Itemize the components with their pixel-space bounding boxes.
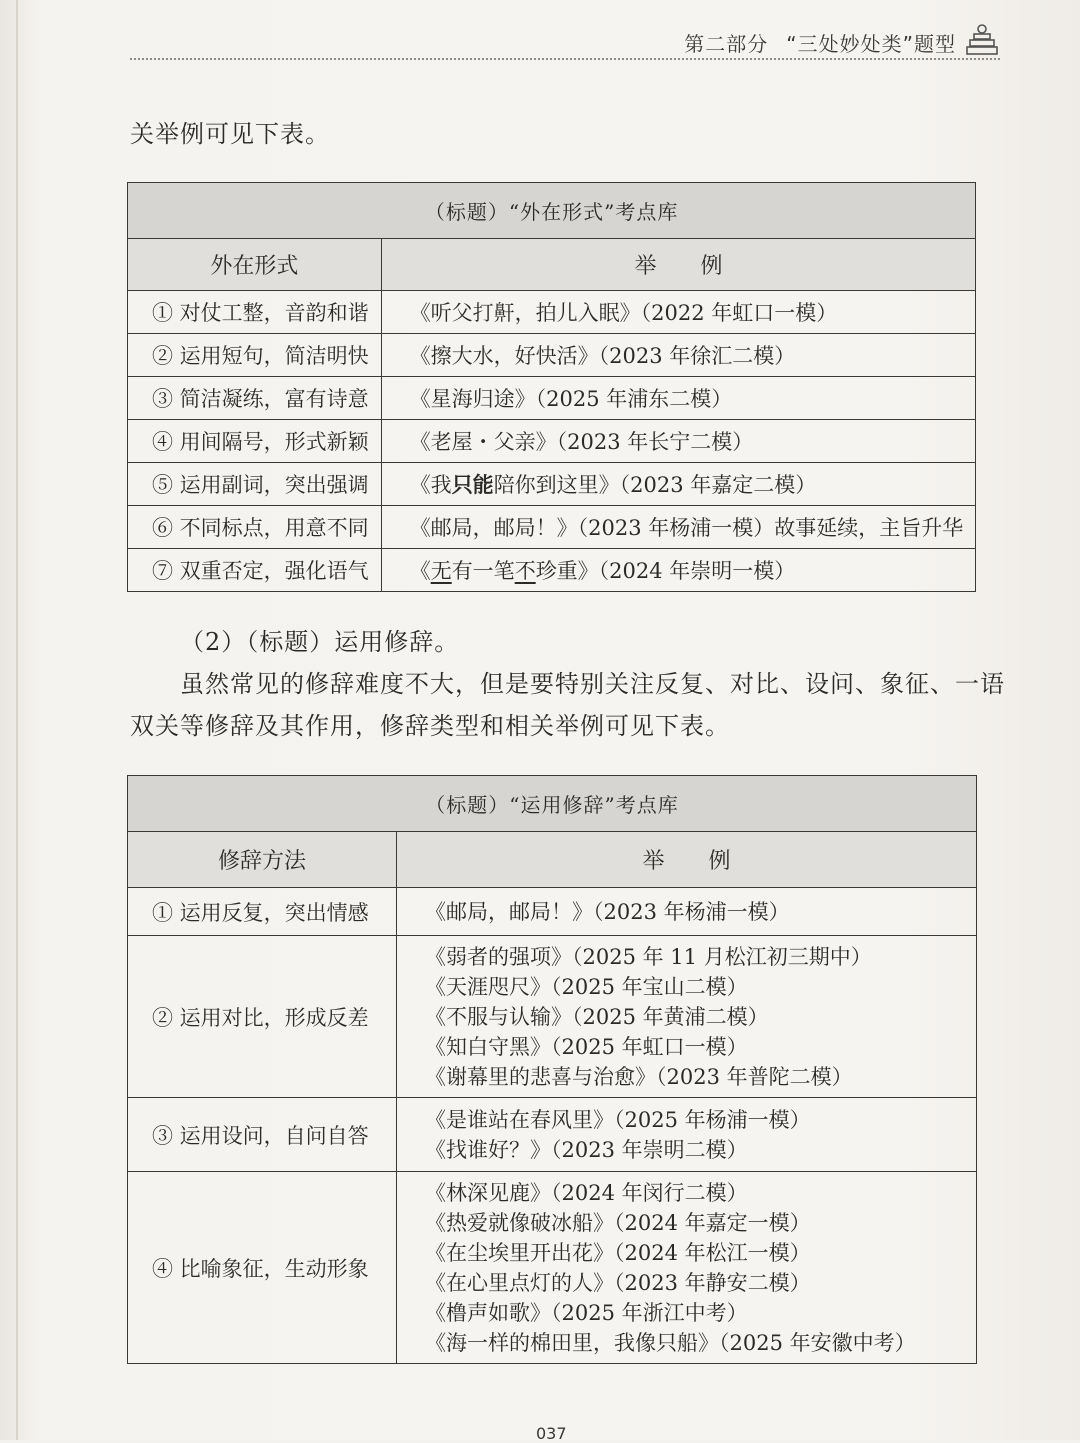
underlined-word: 不 bbox=[514, 559, 536, 583]
table-row bbox=[128, 888, 977, 936]
example-item: 《林深见鹿》（2024 年闵行二模） bbox=[425, 1180, 748, 1205]
form-cell: ③ 简洁凝练，富有诗意 bbox=[128, 377, 382, 420]
header-text bbox=[684, 28, 956, 57]
example-item: 《不服与认输》（2025 年黄浦二模） bbox=[425, 1004, 769, 1029]
body-text-line: 双关等修辞及其作用，修辞类型和相关举例可见下表。 bbox=[130, 712, 730, 740]
column-header-form: 外在形式 bbox=[128, 239, 382, 291]
body-text-line: 虽然常见的修辞难度不大，但是要特别关注反复、对比、设问、象征、一语 bbox=[180, 670, 1005, 698]
example-item: 《天涯咫尺》（2025 年宝山二模） bbox=[425, 974, 748, 999]
example-cell: 《老屋・父亲》（2023 年长宁二模） bbox=[381, 420, 976, 463]
method-cell: ④ 比喻象征，生动形象 bbox=[128, 1172, 397, 1364]
table-row bbox=[128, 506, 976, 549]
table-row bbox=[128, 1098, 977, 1172]
method-cell: ① 运用反复，突出情感 bbox=[128, 888, 397, 936]
stacked-books-icon bbox=[964, 22, 1000, 58]
section-heading: （2）（标题）运用修辞。 bbox=[180, 628, 460, 656]
example-cell: 《擦大水，好快活》（2023 年徐汇二模） bbox=[381, 334, 976, 377]
example-item: 《找谁好？》（2023 年崇明二模） bbox=[425, 1137, 748, 1162]
example-text: 陪你到这里》（2023 年嘉定二模） bbox=[493, 473, 817, 497]
example-cell bbox=[381, 463, 976, 506]
underlined-word: 无 bbox=[430, 559, 452, 583]
table-row bbox=[128, 463, 976, 506]
table-caption-row bbox=[128, 183, 976, 239]
example-item: 《在尘埃里开出花》（2024 年松江一模） bbox=[425, 1240, 811, 1265]
emphasized-word: 只能 bbox=[451, 472, 494, 497]
page-gutter bbox=[16, 0, 18, 1440]
example-item: 《海一样的棉田里，我像只船》（2025 年安徽中考） bbox=[425, 1330, 916, 1355]
method-cell: ③ 运用设问，自问自答 bbox=[128, 1098, 397, 1172]
example-text: 《 bbox=[409, 559, 431, 583]
table-row bbox=[128, 334, 976, 377]
column-header-example: 举 例 bbox=[381, 239, 976, 291]
table-header-row bbox=[128, 239, 976, 291]
example-cell: 《邮局，邮局！》（2023 年杨浦一模）故事延续，主旨升华 bbox=[381, 506, 976, 549]
example-item: 《知白守黑》（2025 年虹口一模） bbox=[425, 1034, 748, 1059]
table-row bbox=[128, 1172, 977, 1364]
table-caption: （标题）“运用修辞”考点库 bbox=[128, 776, 977, 832]
table-row bbox=[128, 291, 976, 334]
method-cell: ② 运用对比，形成反差 bbox=[128, 936, 397, 1098]
example-item: 《弱者的强项》（2025 年 11 月松江初三期中） bbox=[425, 944, 872, 969]
external-form-table bbox=[127, 182, 976, 592]
header-part: 第二部分 bbox=[684, 32, 769, 56]
example-item: 《在心里点灯的人》（2023 年静安二模） bbox=[425, 1270, 811, 1295]
example-cell: 《听父打鼾，拍儿入眠》（2022 年虹口一模） bbox=[381, 291, 976, 334]
header-title: “三处妙处类”题型 bbox=[786, 32, 956, 56]
table-header-row bbox=[128, 832, 977, 888]
table-row bbox=[128, 549, 976, 592]
page-number: 037 bbox=[536, 1424, 567, 1443]
running-header bbox=[130, 20, 1000, 60]
example-cell: 《星海归途》（2025 年浦东二模） bbox=[381, 377, 976, 420]
form-cell: ② 运用短句，简洁明快 bbox=[128, 334, 382, 377]
example-item: 《谢幕里的悲喜与治愈》（2023 年普陀二模） bbox=[425, 1064, 853, 1089]
form-cell: ① 对仗工整，音韵和谐 bbox=[128, 291, 382, 334]
example-item: 《热爱就像破冰船》（2024 年嘉定一模） bbox=[425, 1210, 811, 1235]
form-cell: ⑦ 双重否定，强化语气 bbox=[128, 549, 382, 592]
table-row bbox=[128, 377, 976, 420]
table-caption-row bbox=[128, 776, 977, 832]
table-caption: （标题）“外在形式”考点库 bbox=[128, 183, 976, 239]
table-row bbox=[128, 936, 977, 1098]
header-rule bbox=[130, 58, 1000, 60]
table-row bbox=[128, 420, 976, 463]
example-text: 《我 bbox=[409, 473, 452, 497]
example-text: 珍重》（2024 年崇明一模） bbox=[535, 559, 796, 583]
example-item: 《邮局，邮局！》（2023 年杨浦一模） bbox=[425, 899, 790, 924]
example-item: 《橹声如歌》（2025 年浙江中考） bbox=[425, 1300, 748, 1325]
example-item: 《是谁站在春风里》（2025 年杨浦一模） bbox=[425, 1107, 811, 1132]
example-cell bbox=[397, 888, 977, 936]
column-header-example: 举 例 bbox=[397, 832, 977, 888]
example-cell bbox=[381, 549, 976, 592]
example-cell bbox=[397, 1098, 977, 1172]
example-cell bbox=[397, 1172, 977, 1364]
form-cell: ⑥ 不同标点，用意不同 bbox=[128, 506, 382, 549]
column-header-method: 修辞方法 bbox=[128, 832, 397, 888]
example-cell bbox=[397, 936, 977, 1098]
rhetoric-table bbox=[127, 775, 977, 1364]
form-cell: ⑤ 运用副词，突出强调 bbox=[128, 463, 382, 506]
intro-text: 关举例可见下表。 bbox=[130, 120, 330, 148]
example-text: 有一笔 bbox=[451, 559, 515, 583]
form-cell: ④ 用间隔号，形式新颖 bbox=[128, 420, 382, 463]
